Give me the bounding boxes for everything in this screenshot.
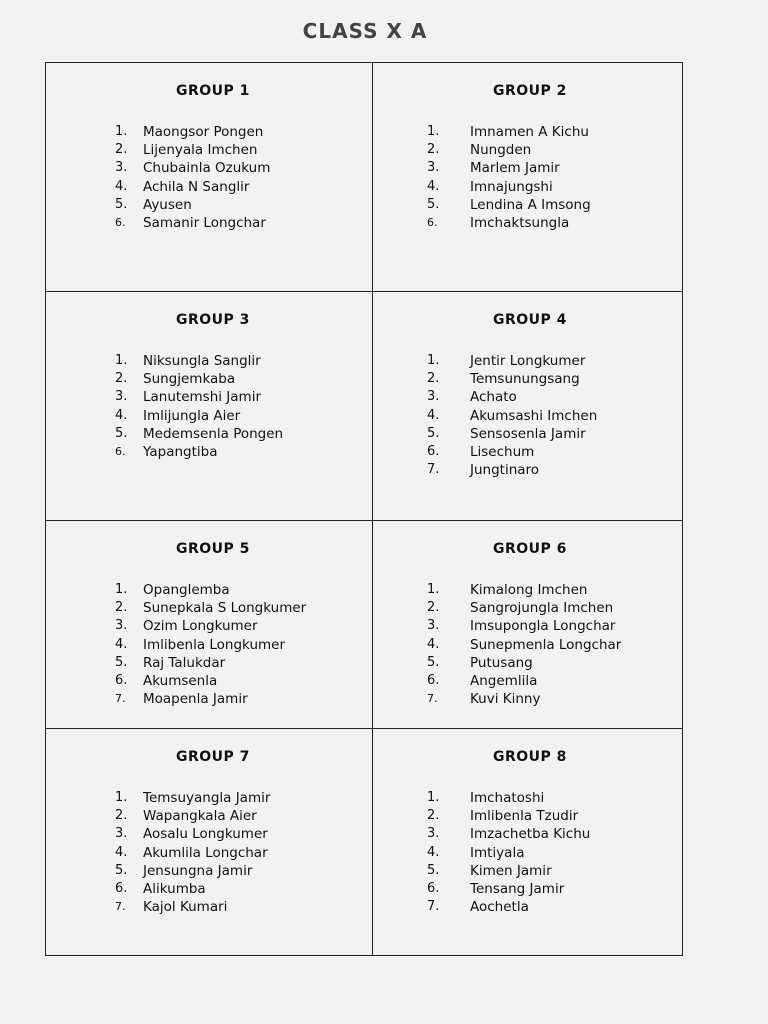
group-title: GROUP 4	[493, 312, 567, 328]
list-item	[373, 388, 683, 406]
list-item	[373, 443, 683, 461]
list-item	[46, 178, 372, 196]
member-name: Akumsenla	[143, 672, 218, 689]
list-item	[46, 581, 372, 599]
member-name: Maongsor Pongen	[143, 124, 264, 140]
list-number: 5.	[115, 654, 128, 670]
list-number: 2.	[427, 142, 440, 158]
list-number: 7.	[115, 900, 126, 914]
list-number: 4.	[115, 844, 128, 860]
list-number: 3.	[115, 389, 128, 405]
group-cell-7	[46, 729, 372, 957]
list-number: 3.	[115, 826, 128, 842]
member-name: Moapenla Jamir	[143, 691, 248, 708]
list-item	[46, 141, 372, 159]
member-name: Imsupongla Longchar	[470, 618, 616, 635]
member-name: Imlijungla Aier	[143, 407, 241, 424]
member-name: Chubainla Ozukum	[143, 160, 271, 177]
member-name: Sensosenla Jamir	[470, 425, 586, 442]
group-title: GROUP 2	[493, 83, 567, 99]
list-number: 7.	[427, 692, 438, 706]
member-name: Sungjemkaba	[143, 371, 236, 388]
member-name: Alikumba	[143, 880, 206, 897]
member-name: Kuvi Kinny	[470, 691, 541, 708]
member-name: Jentir Longkumer	[470, 353, 586, 369]
group-title: GROUP 7	[176, 749, 250, 765]
member-name: Medemsenla Pongen	[143, 425, 284, 442]
group-title: GROUP 3	[176, 312, 250, 328]
member-name: Yapangtiba	[143, 443, 218, 460]
list-number: 3.	[427, 160, 440, 176]
list-number: 5.	[427, 862, 440, 878]
member-name: Putusang	[470, 654, 533, 671]
list-number: 5.	[427, 196, 440, 212]
group-title: GROUP 8	[493, 749, 567, 765]
member-name: Imnajungshi	[470, 178, 553, 195]
page-title: CLASS X A	[302, 19, 428, 43]
list-number: 2.	[427, 371, 440, 387]
member-name: Akumlila Longchar	[143, 844, 268, 861]
list-number: 6.	[427, 880, 440, 896]
list-number: 5.	[427, 654, 440, 670]
list-number: 4.	[427, 178, 440, 194]
list-item	[373, 196, 683, 214]
list-item	[373, 461, 683, 479]
list-number: 3.	[115, 618, 128, 634]
member-name: Niksungla Sanglir	[143, 353, 261, 369]
list-item	[46, 407, 372, 425]
list-item	[46, 617, 372, 635]
list-item	[373, 581, 683, 599]
list-item	[373, 807, 683, 825]
list-item	[46, 196, 372, 214]
list-item	[373, 599, 683, 617]
member-name: Lijenyala Imchen	[143, 142, 258, 159]
member-name: Imchaktsungla	[470, 214, 570, 231]
member-list	[373, 352, 683, 479]
member-name: Imchatoshi	[470, 790, 545, 806]
group-cell-3	[46, 292, 372, 520]
list-item	[46, 898, 372, 916]
list-number: 5.	[427, 425, 440, 441]
list-number: 6.	[115, 215, 126, 229]
group-cell-2	[373, 63, 683, 291]
member-name: Raj Talukdar	[143, 654, 226, 671]
list-item	[46, 159, 372, 177]
list-number: 2.	[115, 142, 128, 158]
list-item	[373, 825, 683, 843]
member-name: Samanir Longchar	[143, 214, 266, 231]
list-number: 4.	[427, 844, 440, 860]
member-name: Sunepmenla Longchar	[470, 636, 622, 653]
list-item	[373, 636, 683, 654]
list-item	[373, 123, 683, 141]
group-title: GROUP 6	[493, 541, 567, 557]
member-name: Nungden	[470, 142, 532, 159]
member-name: Lanutemshi Jamir	[143, 389, 261, 406]
member-name: Achila N Sanglir	[143, 178, 250, 195]
list-item	[46, 690, 372, 708]
list-item	[46, 443, 372, 461]
member-name: Tensang Jamir	[470, 880, 565, 897]
member-name: Kimen Jamir	[470, 862, 552, 879]
member-name: Wapangkala Aier	[143, 808, 257, 825]
member-name: Imlibenla Tzudir	[470, 808, 579, 825]
list-number: 1.	[115, 790, 128, 805]
list-number: 7.	[427, 462, 440, 478]
list-item	[46, 214, 372, 232]
group-cell-8	[373, 729, 683, 957]
list-number: 2.	[115, 371, 128, 387]
member-list	[46, 581, 372, 708]
member-name: Ozim Longkumer	[143, 618, 258, 635]
list-item	[373, 898, 683, 916]
list-item	[373, 862, 683, 880]
member-name: Aochetla	[470, 899, 529, 916]
list-item	[46, 425, 372, 443]
list-item	[46, 672, 372, 690]
list-item	[46, 636, 372, 654]
list-item	[373, 159, 683, 177]
list-item	[46, 825, 372, 843]
member-name: Imzachetba Kichu	[470, 826, 591, 843]
list-item	[373, 844, 683, 862]
group-cell-4	[373, 292, 683, 520]
group-cell-1	[46, 63, 372, 291]
list-number: 1.	[115, 582, 128, 597]
list-number: 1.	[427, 582, 440, 597]
member-name: Imtiyala	[470, 844, 525, 861]
member-name: Temsuyangla Jamir	[143, 790, 271, 806]
group-title: GROUP 5	[176, 541, 250, 557]
list-item	[373, 654, 683, 672]
list-number: 5.	[115, 425, 128, 441]
list-number: 4.	[427, 636, 440, 652]
list-item	[373, 789, 683, 807]
list-item	[373, 672, 683, 690]
member-name: Ayusen	[143, 196, 192, 213]
member-list	[46, 789, 372, 916]
list-item	[46, 370, 372, 388]
list-number: 6.	[427, 672, 440, 688]
list-number: 2.	[115, 808, 128, 824]
member-name: Achato	[470, 389, 517, 406]
member-list	[46, 352, 372, 461]
group-cell-5	[46, 521, 372, 749]
list-number: 1.	[427, 124, 440, 139]
member-name: Sangrojungla Imchen	[470, 600, 614, 617]
list-item	[46, 844, 372, 862]
list-item	[46, 807, 372, 825]
list-number: 2.	[427, 808, 440, 824]
list-number: 6.	[115, 880, 128, 896]
list-item	[46, 862, 372, 880]
list-item	[373, 690, 683, 708]
member-name: Kimalong Imchen	[470, 582, 588, 598]
member-list	[373, 581, 683, 708]
list-number: 3.	[427, 826, 440, 842]
list-item	[46, 789, 372, 807]
list-number: 4.	[427, 407, 440, 423]
groups-table	[45, 62, 683, 956]
list-number: 1.	[427, 353, 440, 368]
list-item	[373, 617, 683, 635]
list-item	[46, 388, 372, 406]
list-number: 6.	[427, 443, 440, 459]
list-number: 5.	[115, 196, 128, 212]
member-name: Angemlila	[470, 672, 538, 689]
list-item	[46, 599, 372, 617]
group-title: GROUP 1	[176, 83, 250, 99]
member-name: Jensungna Jamir	[143, 862, 253, 879]
list-item	[373, 214, 683, 232]
member-name: Jungtinaro	[470, 462, 540, 479]
list-number: 7.	[115, 692, 126, 706]
member-name: Imnamen A Kichu	[470, 124, 589, 140]
list-number: 5.	[115, 862, 128, 878]
member-name: Temsunungsang	[470, 371, 580, 388]
member-name: Marlem Jamir	[470, 160, 560, 177]
member-name: Akumsashi Imchen	[470, 407, 598, 424]
list-item	[46, 123, 372, 141]
list-number: 1.	[427, 790, 440, 805]
list-item	[373, 352, 683, 370]
list-number: 3.	[115, 160, 128, 176]
member-name: Aosalu Longkumer	[143, 826, 268, 843]
list-number: 4.	[115, 636, 128, 652]
list-number: 4.	[115, 407, 128, 423]
member-name: Lisechum	[470, 443, 535, 460]
list-number: 1.	[115, 124, 128, 139]
list-item	[373, 141, 683, 159]
list-number: 3.	[427, 618, 440, 634]
member-name: Kajol Kumari	[143, 899, 228, 916]
list-item	[373, 370, 683, 388]
list-item	[46, 352, 372, 370]
member-list	[373, 123, 683, 232]
member-list	[46, 123, 372, 232]
list-item	[46, 880, 372, 898]
member-list	[373, 789, 683, 916]
member-name: Imlibenla Longkumer	[143, 636, 286, 653]
list-item	[46, 654, 372, 672]
list-number: 6.	[115, 672, 128, 688]
list-number: 1.	[115, 353, 128, 368]
list-number: 4.	[115, 178, 128, 194]
member-name: Opanglemba	[143, 582, 230, 598]
member-name: Sunepkala S Longkumer	[143, 600, 307, 617]
list-item	[373, 425, 683, 443]
list-number: 6.	[427, 215, 438, 229]
list-number: 2.	[427, 600, 440, 616]
list-item	[373, 880, 683, 898]
list-number: 3.	[427, 389, 440, 405]
member-name: Lendina A Imsong	[470, 196, 591, 213]
list-item	[373, 178, 683, 196]
list-number: 6.	[115, 444, 126, 458]
group-cell-6	[373, 521, 683, 749]
list-item	[373, 407, 683, 425]
list-number: 2.	[115, 600, 128, 616]
list-number: 7.	[427, 899, 440, 915]
